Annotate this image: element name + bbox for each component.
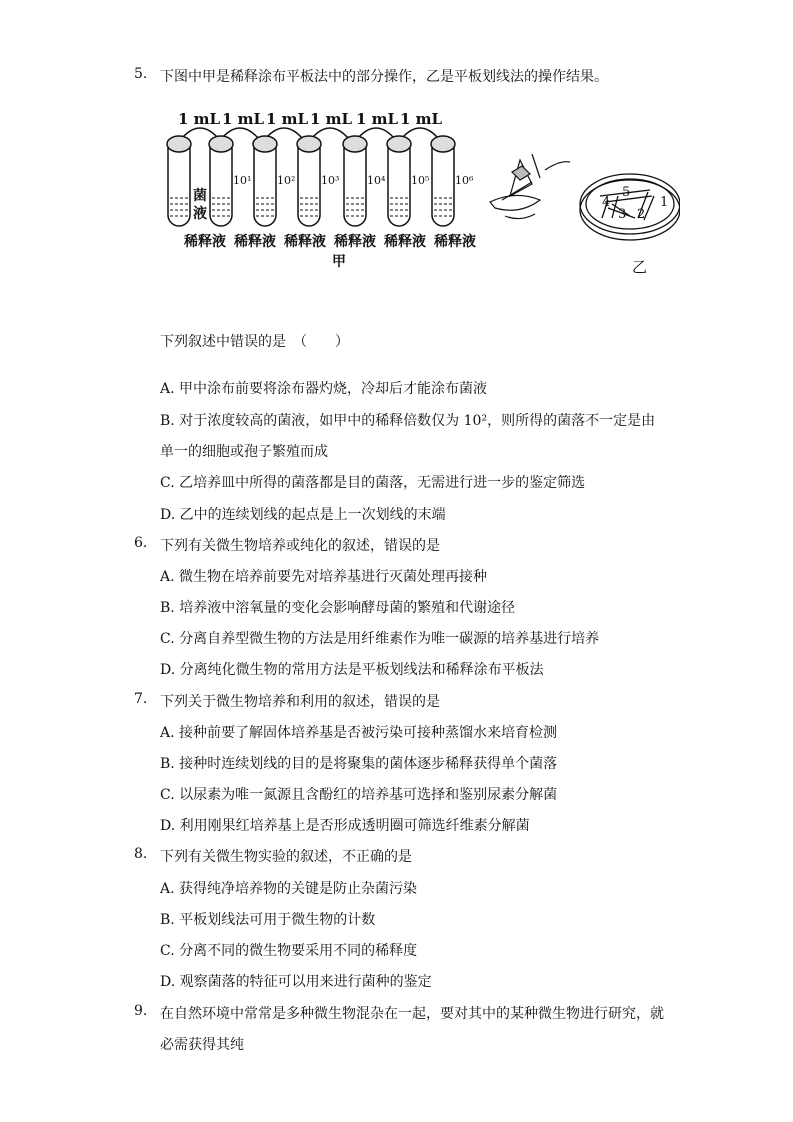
test-tube <box>387 136 411 226</box>
transfer-arrow <box>182 128 218 138</box>
dish-number: 1 <box>660 195 669 210</box>
diluent-label: 稀释液 <box>434 234 476 250</box>
dilution-label: 10³ <box>321 174 340 187</box>
question-6-number: 6. <box>134 535 148 551</box>
test-tube <box>209 136 233 226</box>
question-8-number: 8. <box>134 846 148 862</box>
question-7-option-a: A. 接种前要了解固体培养基是否被污染可接种蒸馏水来培育检测 <box>160 725 558 741</box>
first-tube-label: 液 <box>193 206 207 222</box>
figure-label-yi: 乙 <box>632 258 648 276</box>
diluent-label: 稀释液 <box>284 234 326 250</box>
question-9-stem: 在自然环境中常常是多种微生物混杂在一起，要对其中的某种微生物进行研究，就 <box>160 1006 664 1022</box>
question-8-option-c: C. 分离不同的微生物要采用不同的稀释度 <box>160 943 418 959</box>
question-8-option-b: B. 平板划线法可用于微生物的计数 <box>160 912 376 928</box>
question-7-number: 7. <box>134 691 148 707</box>
figure-label-jia: 甲 <box>332 254 346 270</box>
test-tube <box>167 136 191 226</box>
question-5-option-a: A. 甲中涂布前要将涂布器灼烧，冷却后才能涂布菌液 <box>160 381 488 397</box>
diluent-label: 稀释液 <box>234 234 276 250</box>
question-7-option-d: D. 利用刚果红培养基上是否形成透明圈可筛选纤维素分解菌 <box>160 818 530 834</box>
question-9-stem-continued: 必需获得其纯 <box>160 1037 244 1053</box>
volume-label: 1 mL <box>178 110 221 128</box>
transfer-arrow <box>312 128 348 138</box>
dish-number: 2 <box>637 207 646 222</box>
transfer-arrow <box>358 128 394 138</box>
test-tube <box>431 136 455 226</box>
volume-label: 1 mL <box>310 110 353 128</box>
dilution-label: 10⁴ <box>367 174 386 187</box>
volume-label: 1 mL <box>222 110 265 128</box>
question-6-option-a: A. 微生物在培养前要先对培养基进行灭菌处理再接种 <box>160 569 488 585</box>
question-8-stem: 下列有关微生物实验的叙述，不正确的是 <box>160 849 412 865</box>
diluent-label: 稀释液 <box>184 234 226 250</box>
dish-number: 5 <box>622 185 631 200</box>
diluent-label: 稀释液 <box>384 234 426 250</box>
question-6-option-c: C. 分离自养型微生物的方法是用纤维素作为唯一碳源的培养基进行培养 <box>160 631 600 647</box>
test-tube <box>253 136 277 226</box>
question-9-number: 9. <box>134 1003 148 1019</box>
question-6-option-d: D. 分离纯化微生物的常用方法是平板划线法和稀释涂布平板法 <box>160 662 544 678</box>
question-5-option-b: B. 对于浓度较高的菌液，如甲中的稀释倍数仅为 10²，则所得的菌落不一定是由 <box>160 413 656 429</box>
spreading-illustration <box>490 154 570 219</box>
question-5-prompt: 下列叙述中错误的是 （ ） <box>160 334 349 350</box>
dish-number: 3 <box>618 207 627 222</box>
dilution-label: 10⁵ <box>411 174 430 187</box>
question-6-option-b: B. 培养液中溶氧量的变化会影响酵母菌的繁殖和代谢途径 <box>160 600 516 616</box>
transfer-arrow <box>402 128 438 138</box>
diluent-label: 稀释液 <box>334 234 376 250</box>
first-tube-label: 菌 <box>193 188 207 204</box>
question-8-option-d: D. 观察菌落的特征可以用来进行菌种的鉴定 <box>160 974 432 990</box>
volume-label: 1 mL <box>400 110 443 128</box>
dish-number: 4 <box>602 195 611 210</box>
question-7-option-b: B. 接种时连续划线的目的是将聚集的菌体逐步稀释获得单个菌落 <box>160 756 558 772</box>
question-5-option-d: D. 乙中的连续划线的起点是上一次划线的末端 <box>160 507 446 523</box>
question-7-option-c: C. 以尿素为唯一氮源且含酚红的培养基可选择和鉴别尿素分解菌 <box>160 787 558 803</box>
volume-label: 1 mL <box>356 110 399 128</box>
question-8-option-a: A. 获得纯净培养物的关键是防止杂菌污染 <box>160 881 418 897</box>
test-tube <box>343 136 367 226</box>
test-tube <box>297 136 321 226</box>
question-5-option-b-continued: 单一的细胞或孢子繁殖而成 <box>160 444 328 460</box>
dilution-label: 10² <box>277 174 296 187</box>
question-5-option-c: C. 乙培养皿中所得的菌落都是目的菌落，无需进行进一步的鉴定筛选 <box>160 475 586 491</box>
question-5-figure <box>160 100 680 280</box>
question-7-stem: 下列关于微生物培养和利用的叙述，错误的是 <box>160 694 440 710</box>
dilution-label: 10⁶ <box>455 174 474 187</box>
dilution-label: 10¹ <box>233 174 252 187</box>
volume-label: 1 mL <box>266 110 309 128</box>
question-5-number: 5. <box>134 66 148 82</box>
question-5-stem: 下图中甲是稀释涂布平板法中的部分操作，乙是平板划线法的操作结果。 <box>160 69 608 85</box>
question-6-stem: 下列有关微生物培养或纯化的叙述，错误的是 <box>160 538 440 554</box>
